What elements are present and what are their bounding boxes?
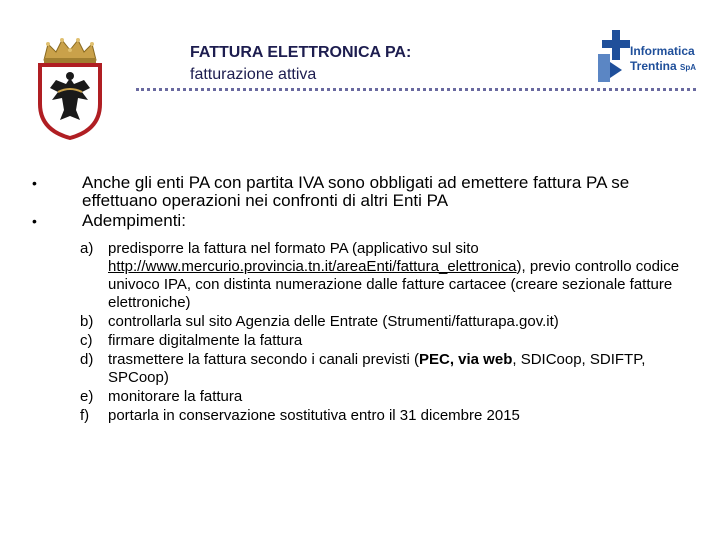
item-text-pre: trasmettere la fattura secondo i canali previsti ( [108, 351, 419, 368]
bullet-list [30, 174, 690, 232]
item-text: monitorare la fattura [108, 388, 243, 405]
title-divider [136, 88, 696, 91]
bullet-marker: • [32, 213, 37, 229]
item-text: firmare digitalmente la fattura [108, 332, 303, 349]
item-text: portarla in conservazione sostitutiva entro il 31 dicembre 2015 [108, 407, 520, 424]
item-label: c) [80, 332, 93, 349]
company-name-line2: Trentina [630, 59, 677, 73]
item-text-post: ), previo controllo codice univoco IPA, con distinta numerazione dalle fatture cartacee (creare sezionale fatture elettroniche) [108, 258, 680, 311]
item-label: f) [80, 407, 90, 424]
bullet-marker: • [32, 175, 37, 191]
company-mark-icon [598, 30, 632, 82]
mercurio-link[interactable]: http://www.mercurio.provincia.tn.it/areaEnti/fattura_elettronica [108, 258, 517, 275]
item-label: a) [80, 240, 94, 257]
bullet-item [30, 212, 690, 230]
list-item [80, 351, 680, 387]
item-text [108, 240, 680, 312]
bullet-text: Anche gli enti PA con partita IVA sono obbligati ad emettere fattura PA se effettuano operazioni nei confronti di altri Enti PA [82, 173, 630, 210]
item-text: controllarla sul sito Agenzia delle Entrate (Strumenti/fatturapa.gov.it) [108, 313, 559, 330]
item-label: e) [80, 388, 94, 405]
list-item [80, 240, 680, 312]
company-suffix: SpA [680, 63, 697, 72]
title-line-1: FATTURA ELETTRONICA PA: [190, 44, 412, 61]
item-label: d) [80, 351, 94, 368]
item-label: b) [80, 313, 94, 330]
bullet-item [30, 174, 690, 210]
list-item [80, 388, 680, 406]
company-name-line1: Informatica [630, 44, 695, 58]
item-text-bold: PEC, via web [418, 351, 513, 368]
list-item [80, 332, 680, 350]
item-text-post: , SDICoop, SDIFTP, SPCoop) [108, 351, 646, 386]
informatica-trentina-logo-icon [598, 30, 706, 82]
bullet-text: Adempimenti: [82, 211, 186, 230]
list-item [80, 313, 680, 331]
title-line-2: fatturazione attiva [190, 66, 317, 83]
item-text-pre: predisporre la fattura nel formato PA (applicativo sul sito [108, 240, 479, 257]
slide-title [190, 42, 411, 86]
item-text [108, 351, 680, 387]
adempimenti-list [80, 240, 680, 426]
list-item [80, 407, 680, 425]
coat-of-arms-icon [34, 38, 106, 140]
